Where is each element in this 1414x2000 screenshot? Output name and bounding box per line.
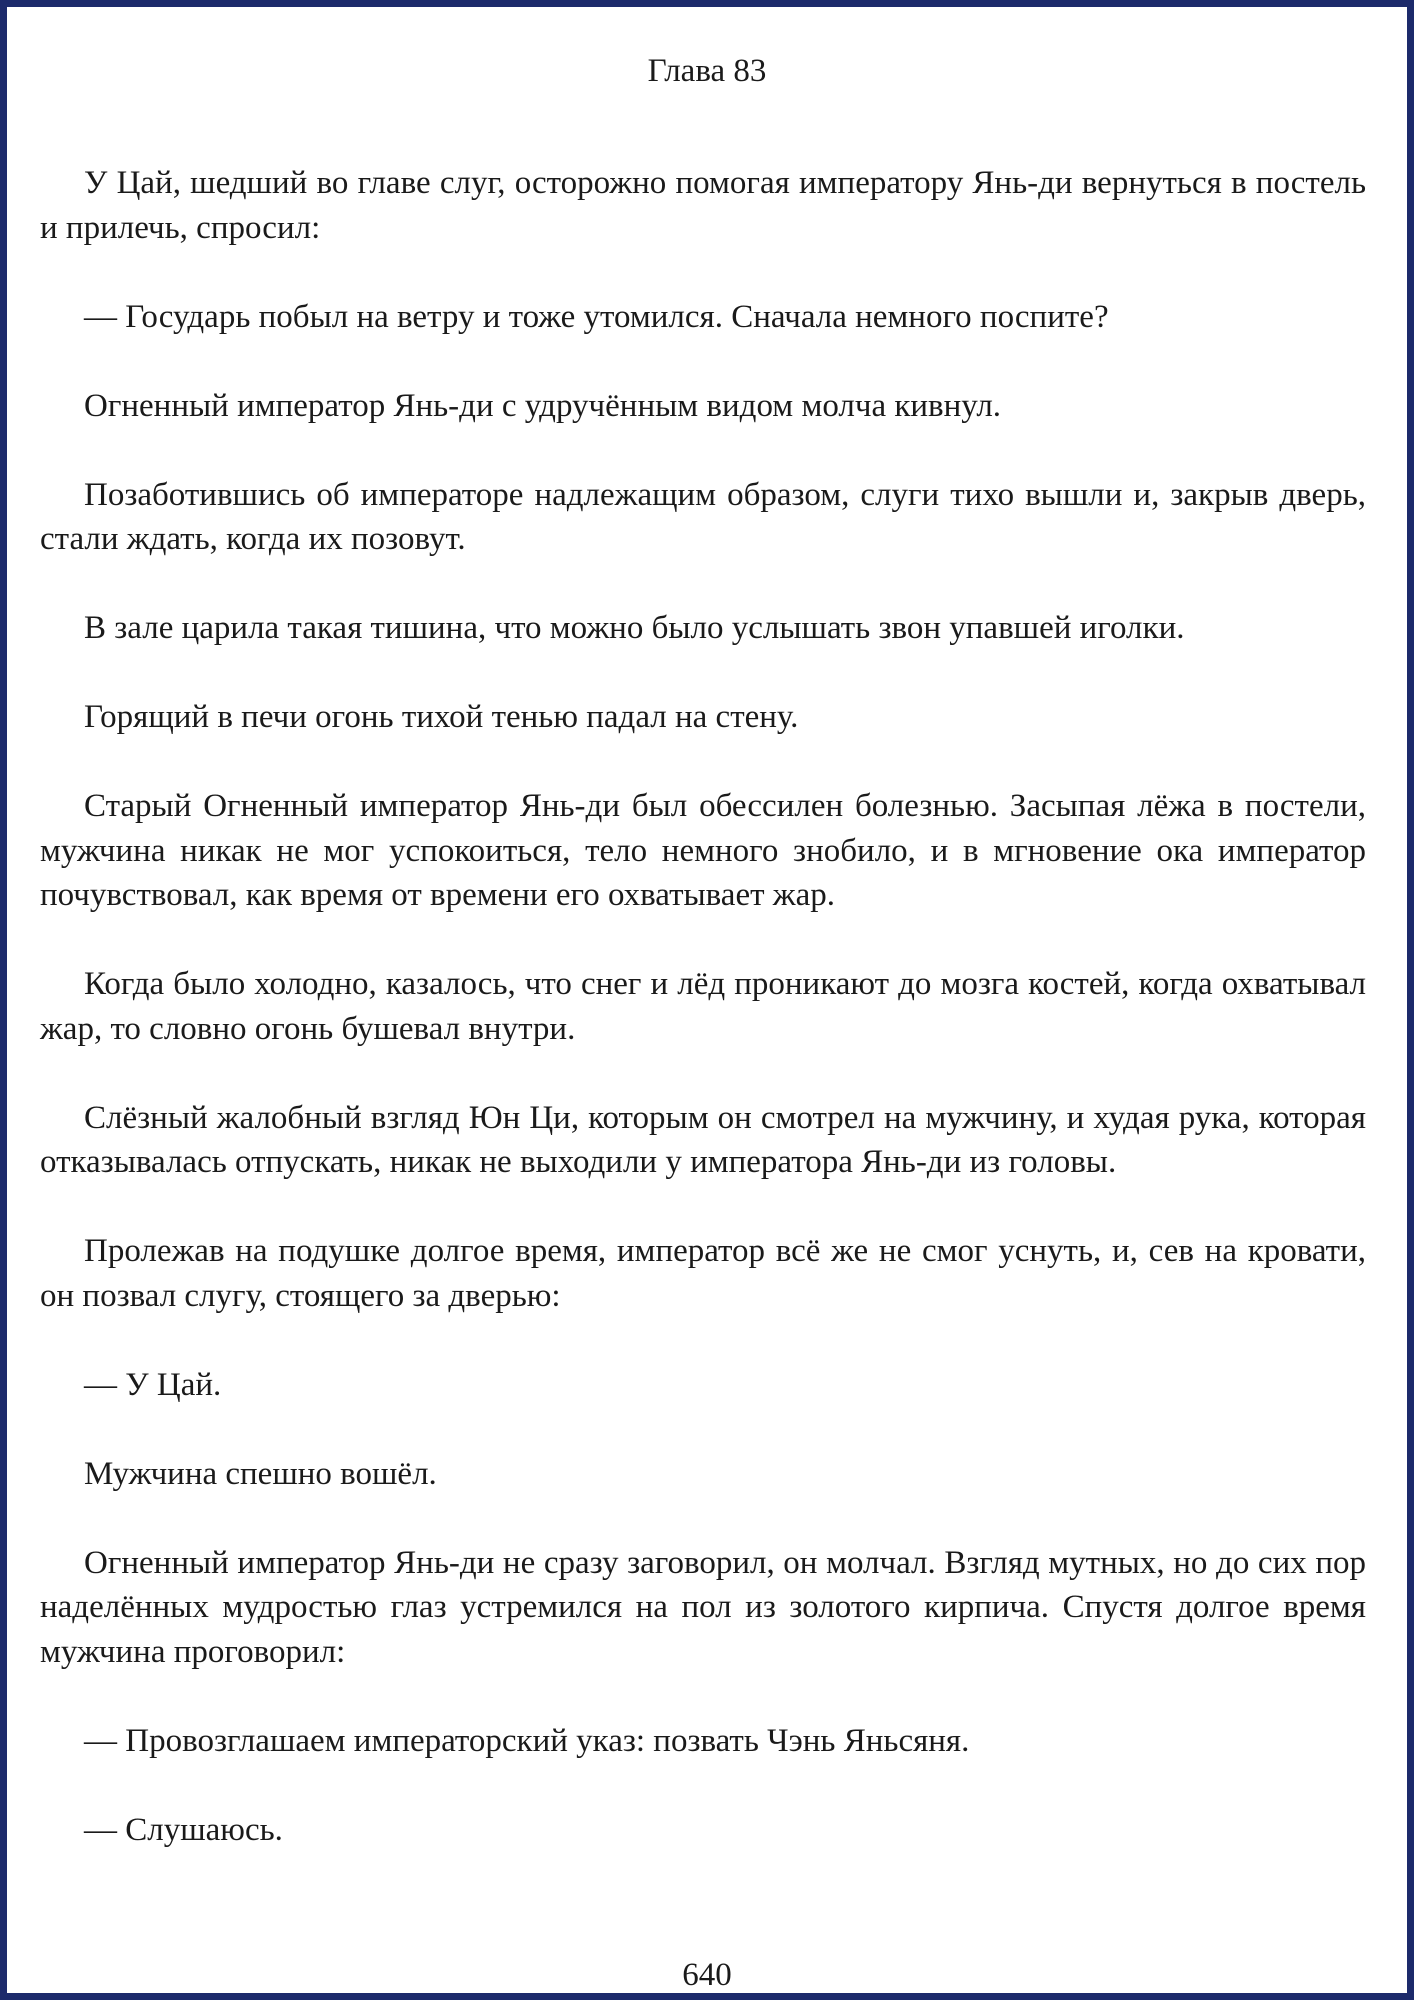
paragraph: Мужчина спешно вошёл. [84, 1455, 437, 1492]
paragraph: — Провозглашаем императорский указ: позвать Чэнь Яньсяня. [84, 1722, 970, 1759]
paragraph: Позаботившись об императоре надлежащим образом, слуги тихо вышли и, закрыв дверь, стали ждать, когда их позовут. [40, 476, 1366, 557]
paragraph: Огненный император Янь-ди с удручённым видом молча кивнул. [84, 387, 1002, 424]
paragraph: Огненный император Янь-ди не сразу заговорил, он молчал. Взгляд мутных, но до сих пор наделённых мудростью глаз устремился на пол из золотого кирпича. Спустя долгое время мужчина проговорил: [40, 1544, 1366, 1670]
paragraph: У Цай, шедший во главе слуг, осторожно помогая императору Янь-ди вернуться в постель и прилечь, спросил: [40, 165, 1366, 246]
chapter-body [40, 161, 1366, 1897]
paragraph: Горящий в печи огонь тихой тенью падал на стену. [84, 699, 799, 735]
paragraph: — Слушаюсь. [84, 1811, 283, 1848]
paragraph: — У Цай. [84, 1366, 222, 1403]
book-page [7, 7, 1407, 1993]
paragraph: В зале царила такая тишина, что можно было услышать звон упавшей иголки. [84, 610, 1185, 646]
paragraph: — Государь побыл на ветру и тоже утомился. Сначала немного поспите? [84, 298, 1109, 335]
chapter-title: Глава 83 [647, 53, 767, 89]
page-number: 640 [682, 1957, 732, 1993]
paragraph: Слёзный жалобный взгляд Юн Ци, которым он смотрел на мужчину, и худая рука, которая отказывалась отпускать, никак не выходили у императора Янь-ди из головы. [40, 1099, 1366, 1180]
paragraph: Пролежав на подушке долгое время, император всё же не смог уснуть, и, сев на кровати, он позвал слугу, стоящего за дверью: [40, 1233, 1366, 1314]
paragraph: Когда было холодно, казалось, что снег и лёд проникают до мозга костей, когда охватывал жар, то словно огонь бушевал внутри. [40, 966, 1366, 1047]
paragraph: Старый Огненный император Янь-ди был обессилен болезнью. Засыпая лёжа в постели, мужчина никак не мог успокоиться, тело немного знобило, и в мгновение ока император почувствовал, как время от времени его охватывает жар. [40, 788, 1366, 913]
